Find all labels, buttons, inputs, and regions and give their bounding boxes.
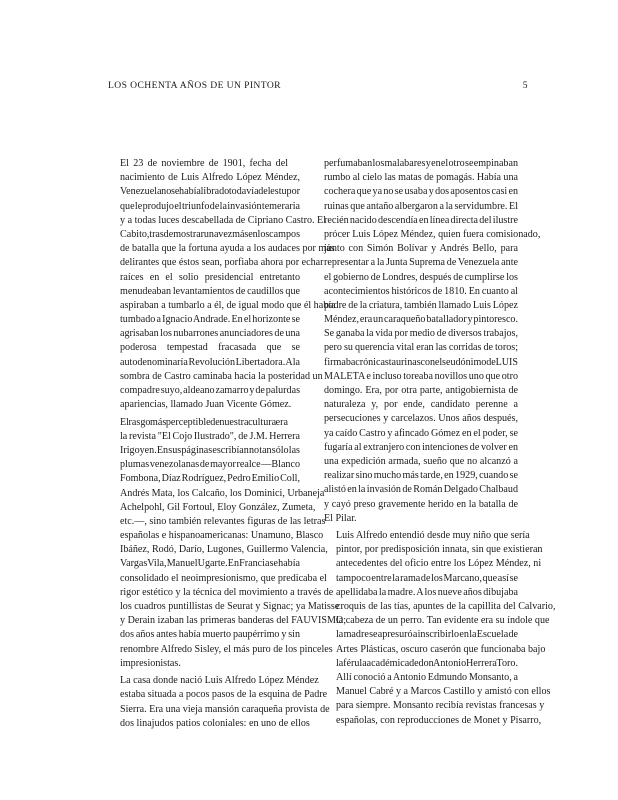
text-line: Venezuela no se había librado todavía del estupor (120, 186, 300, 198)
text-line: Achelpohl, Gil Fortoul, Eloy González, Zumeta, (120, 501, 316, 513)
text-line: raíces en el solio presidencial entretanto (120, 271, 300, 283)
text-line: plumas venezolanas de mayor realce —Blanco (120, 459, 300, 471)
text-line: realizar sino mucho más tarde, en 1929, cuando se (324, 470, 518, 482)
text-line: Artes Plásticas, oscuro caserón que funcionaba bajo (336, 643, 546, 655)
paragraph (108, 674, 330, 731)
text-line: tumbado a Ignacio Andrade. En el horizonte se (120, 314, 300, 326)
text-line: etc.—, sino también relevantes figuras de las letras (120, 515, 326, 527)
paragraph (324, 157, 541, 526)
page-number: 5 (522, 80, 528, 91)
text-line: Irigoyen. En sus páginas escribían no tan sólo las (120, 444, 300, 456)
text-line: nacimiento de Luis Alfredo López Méndez, (120, 172, 300, 184)
text-line: impresionistas. (120, 657, 181, 669)
text-column-right (324, 157, 556, 728)
running-title: LOS OCHENTA AÑOS DE UN PINTOR (108, 80, 281, 91)
text-line: Manuel Cabré y a Marcos Castillo y amistó con ellos (336, 686, 551, 698)
text-line: tampoco entre la rama de los Marcano, que así se (336, 572, 518, 584)
text-line: ruinas que antaño albergaron a la servidumbre. El (324, 200, 518, 212)
text-line: la cabeza de un perro. Tan evidente era su índole que (336, 615, 550, 627)
text-line: aspiraban a tumbarlo a él, de igual modo que él había (120, 299, 336, 311)
text-line: autodenominaría Revolución Libertadora. A la (120, 356, 300, 368)
text-line: poderosa tempestad fracasada que se (120, 342, 300, 354)
text-line: sombra de Castro caminaba hacia la posteridad un (120, 370, 323, 382)
text-line: padre de la criatura, también llamado Luis López (324, 299, 518, 311)
text-line: y cayó preso gravemente herido en la batalla de (324, 498, 518, 510)
text-line: Andrés Mata, los Calcaño, los Dominici, Urbaneja (120, 487, 325, 499)
text-line: El 23 de noviembre de 1901, fecha del (120, 158, 288, 169)
text-line: fugaría al extranjero con intenciones de volver en (324, 441, 518, 453)
text-line: domingo. Era, por otra parte, antigobiernista de (324, 385, 518, 396)
text-line: cochera que ya no se usaba y dos aposentos casi en (324, 186, 518, 198)
text-line: la madre se apresuró a inscribirlo en la Escuela de (336, 629, 518, 641)
text-line: la férula académica de don Antonio Herrera Toro. (336, 657, 518, 669)
paragraph (324, 529, 556, 728)
text-line: naturaleza y, por ende, candidato perenne a (324, 399, 518, 411)
text-line: El Pilar. (324, 512, 357, 524)
text-line: recién nacido descendía en línea directa del ilustre (324, 214, 518, 226)
text-line: MALETA e incluso toreaba novillos uno que otro (324, 370, 518, 382)
text-line: representar a la Junta Suprema de Venezuela ante (324, 257, 518, 269)
text-line: compadre suyo, aldeano zamarro y de palurdas (120, 385, 300, 396)
text-line: rigor estético y la técnica del movimiento a través de (120, 586, 334, 598)
text-line: antecedentes del oficio entre los López Méndez, ni (336, 558, 542, 570)
text-line: estaba situada a pocos pasos de la esquina de Padre (120, 689, 328, 701)
text-line: Allí conoció a Antonio Edmundo Monsanto, a (336, 671, 518, 683)
text-line: menudeaban levantamientos de caudillos que (120, 285, 300, 297)
text-line: ya caído Castro y afincado Gómez en el poder, se (324, 427, 518, 439)
text-line: una expedición armada, sueño que no alcanzó a (324, 455, 518, 467)
text-line: los cuadros puntillistas de Seurat y Signac; ya Matisse (120, 601, 340, 612)
paragraph (108, 157, 336, 412)
text-line: consolidado el neoimpresionismo, que predicaba el (120, 572, 327, 584)
text-line: acontecimientos históricos de 1810. En cuanto al (324, 285, 518, 297)
text-line: alistó en la invasión de Román Delgado Chalbaud (324, 484, 518, 496)
text-line: la revista "El Cojo Ilustrado", de J.M. Herrera (120, 430, 300, 442)
text-line: y a todas luces descabellada de Cipriano Castro. El (120, 214, 327, 226)
text-line: pintor, por predisposición innata, sin que existieran (336, 544, 543, 556)
text-line: La casa donde nació Luis Alfredo López Méndez (120, 675, 319, 687)
text-line: Vargas Vila, Manuel Ugarte. En Francia se había (120, 558, 300, 570)
text-line: agrisaban los nubarrones anunciadores de una (120, 328, 300, 340)
text-line: y Derain izaban las primeras banderas del FAUVISMO; (120, 615, 347, 627)
text-line: prócer Luis López Méndez, quien fuera comisionado, (324, 228, 541, 240)
text-line: de batalla que la fortuna ayuda a los audaces por más (120, 243, 335, 255)
text-line: españolas e hispanoamericanas: Unamuno, Blasco (120, 530, 324, 542)
text-line: delirantes que éstos sean, porfiaba ahora por echar (120, 257, 324, 269)
text-line: persecuciones y carcelazos. Unos años después, (324, 413, 518, 425)
text-line: Ibáñez, Rodó, Darío, Lugones, Guillermo Valencia, (120, 544, 328, 556)
text-line: el gobierno de Londres, después de cumplirse los (324, 271, 518, 283)
text-line: rumbo al cielo las matas de pomagás. Había una (324, 172, 518, 184)
text-line: españolas, con reproducciones de Monet y Pisarro, (336, 714, 542, 726)
text-line: Méndez, era un caraqueño batallador y pintoresco. (324, 314, 518, 326)
text-line: Luis Alfredo entendió desde muy niño que sería (336, 530, 530, 542)
text-line: apariencias, llamado Juan Vicente Gómez. (120, 399, 292, 411)
text-line: junto con Simón Bolívar y Andrés Bello, para (324, 243, 518, 255)
text-line: perfumaban los malabares y en el otro se empinaban (324, 158, 518, 169)
text-line: Cabito, tras demostrar una vez más en los campos (120, 228, 300, 240)
text-line: que le produjo el triunfo de la invasión temeraria (120, 200, 300, 212)
text-line: El rasgo más perceptible de nuestra cultura era (120, 416, 288, 428)
text-line: pero su querencia vital eran las corridas de toros; (324, 342, 518, 354)
text-line: croquis de las tías, apuntes de la capillita del Calvario, (336, 601, 556, 612)
text-line: apellidaba la madre. A los nueve años dibujaba (336, 586, 518, 598)
text-line: dos años antes había muerto paupérrimo y sin (120, 629, 300, 641)
text-line: Se ganaba la vida por medio de diversos trabajos, (324, 328, 518, 340)
text-line: Fombona, Díaz Rodríguez, Pedro Emilio Coll, (120, 473, 300, 485)
text-line: dos linajudos patios coloniales: en uno de ellos (120, 717, 310, 729)
text-line: renombre Alfredo Sisley, el más puro de los pinceles (120, 643, 333, 655)
text-line: Sierra. Era una vieja mansión caraqueña provista de (120, 703, 330, 715)
text-line: para siempre. Monsanto recibía revistas francesas y (336, 700, 545, 712)
text-line: firmaba crónicas taurinas con el seudónimo de LUIS (324, 356, 518, 368)
